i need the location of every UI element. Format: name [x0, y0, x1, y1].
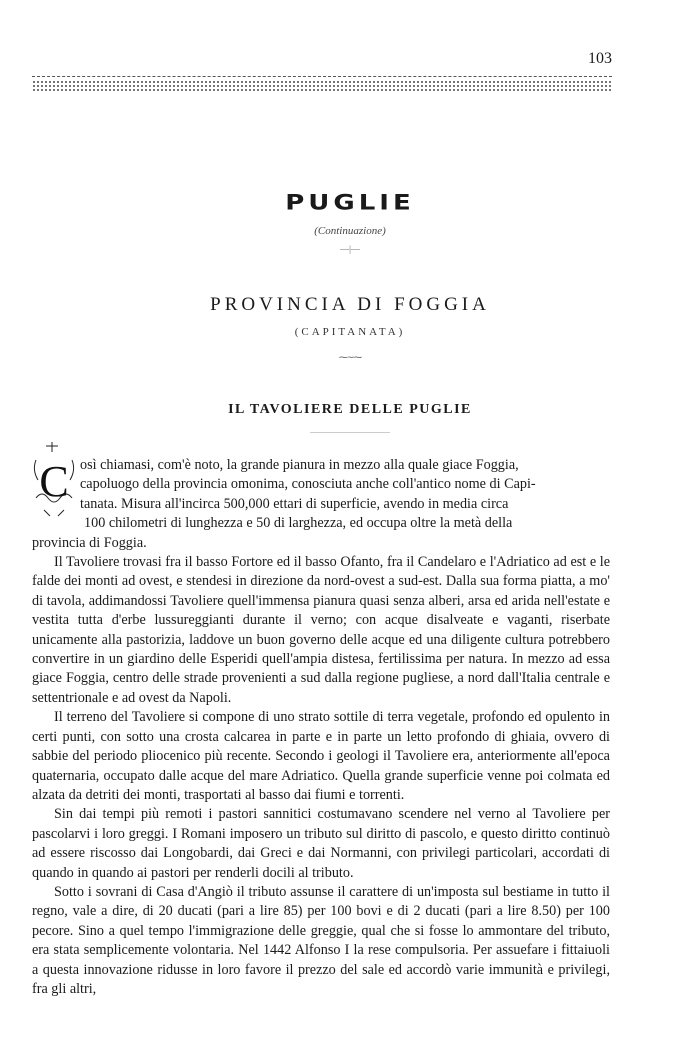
- drop-cap-letter: C: [39, 457, 69, 506]
- paragraph-1-line-4: 100 chilometri di lunghezza e 50 di larghezza, ed occupa oltre la metà della: [84, 515, 513, 532]
- paragraph-1-line-5: provincia di Foggia.: [32, 534, 147, 551]
- paragraph-3: Il terreno del Tavoliere si compone di uno strato sottile di terra vegetale, profondo ed opulento in certi punti, con sotto una crosta calcarea in parte e in parte un letto profondo di ghiaia, ovvero di sabbie del periodo pliocenico più recente. Secondo i geologi il Tavoliere era, anteriormente all'epoca quaternaria, occupato dalle acque del mare Adriatico. Quella grande superficie venne poi colmata ed alzata da detriti dei monti, trasportati al basso dai fiumi e torrenti.: [32, 709, 610, 803]
- paragraph-1: [32, 456, 610, 553]
- paragraph-2: Il Tavoliere trovasi fra il basso Fortore ed il basso Ofanto, fra il Candelaro e l'Adriatico ad est e le falde dei monti ad ovest, e stendesi in direzione da nord-ovest a sud-est. Dalla sua forma piatta, a mo' di tavola, addimandossi Tavoliere quell'immensa pianura quasi senza alberi, arsa ed arida nell'estate e vestita tutta d'erbe lussureggianti durante il verno; con acque disalveate e vaganti, riserbate unicamente alla pastorizia, laddove un buon governo delle acque ed una diligente cultura potrebbero convertire in un giardino delle Esperidi quell'ampia distesa, fertilissima per natura. In mezzo ad essa giace Foggia, centro delle strade provenienti a sud dalla regione pugliese, a nord dall'Italia centrale e settentrionale e ad ovest da Napoli.: [32, 554, 610, 706]
- province-subtitle: (CAPITANATA): [294, 326, 406, 338]
- paragraph-1-line-2: capoluogo della provincia omonima, conosciuta anche coll'antico nome di Capi-: [80, 476, 536, 493]
- province-title: PROVINCIA DI FOGGIA: [210, 294, 490, 315]
- paragraph-1-line-3: tanata. Misura all'incirca 500,000 ettari di superficie, avendo in media circa: [80, 495, 509, 512]
- province-ornament: ⁓∼⁓: [338, 352, 362, 362]
- main-title: PUGLIE: [285, 190, 415, 216]
- header-ornamental-band: [32, 80, 612, 91]
- header-rule: [32, 76, 612, 77]
- main-subtitle: (Continuazione): [314, 225, 386, 237]
- paragraph-5: Sotto i sovrani di Casa d'Angiò il tributo assunse il carattere di un'imposta sul bestiame in tutto il regno, vale a dire, di 20 ducati (pari a lire 85) per 100 bovi e di 2 ducati (pari a lire 8.50) per 100 pecore. Sino a quel tempo l'immigrazione delle greggie, qual che si fosse lo ammontare del tributo, era stata semplicemente volontaria. Nel 1442 Alfonso I la rese compulsoria. Per assuefare i fittaiuoli a questa innovazione ridusse in loro favore il prezzo del sale ed accordò varie immunità e privilegi, fra gli altri,: [32, 883, 610, 997]
- section-rule: [310, 432, 390, 433]
- section-title: IL TAVOLIERE DELLE PUGLIE: [228, 402, 472, 417]
- page-number: 103: [588, 50, 612, 67]
- body-text: [32, 456, 610, 999]
- title-ornament: —|—: [340, 244, 360, 254]
- paragraph-4: Sin dai tempi più remoti i pastori sannitici costumavano scendere nel verno al Tavoliere per pascolarvi i loro greggi. I Romani imposero un tributo sul diritto di pascolo, e questo diritto continuò ad essere riscosso dai Longobardi, dai Greci e dai Normanni, con privilegi particolari, accordati di quando in quando ai pastori per renderli docili al tributo.: [32, 806, 610, 881]
- paragraph-1-line-1: osì chiamasi, com'è noto, la grande pianura in mezzo alla quale giace Foggia,: [80, 457, 519, 473]
